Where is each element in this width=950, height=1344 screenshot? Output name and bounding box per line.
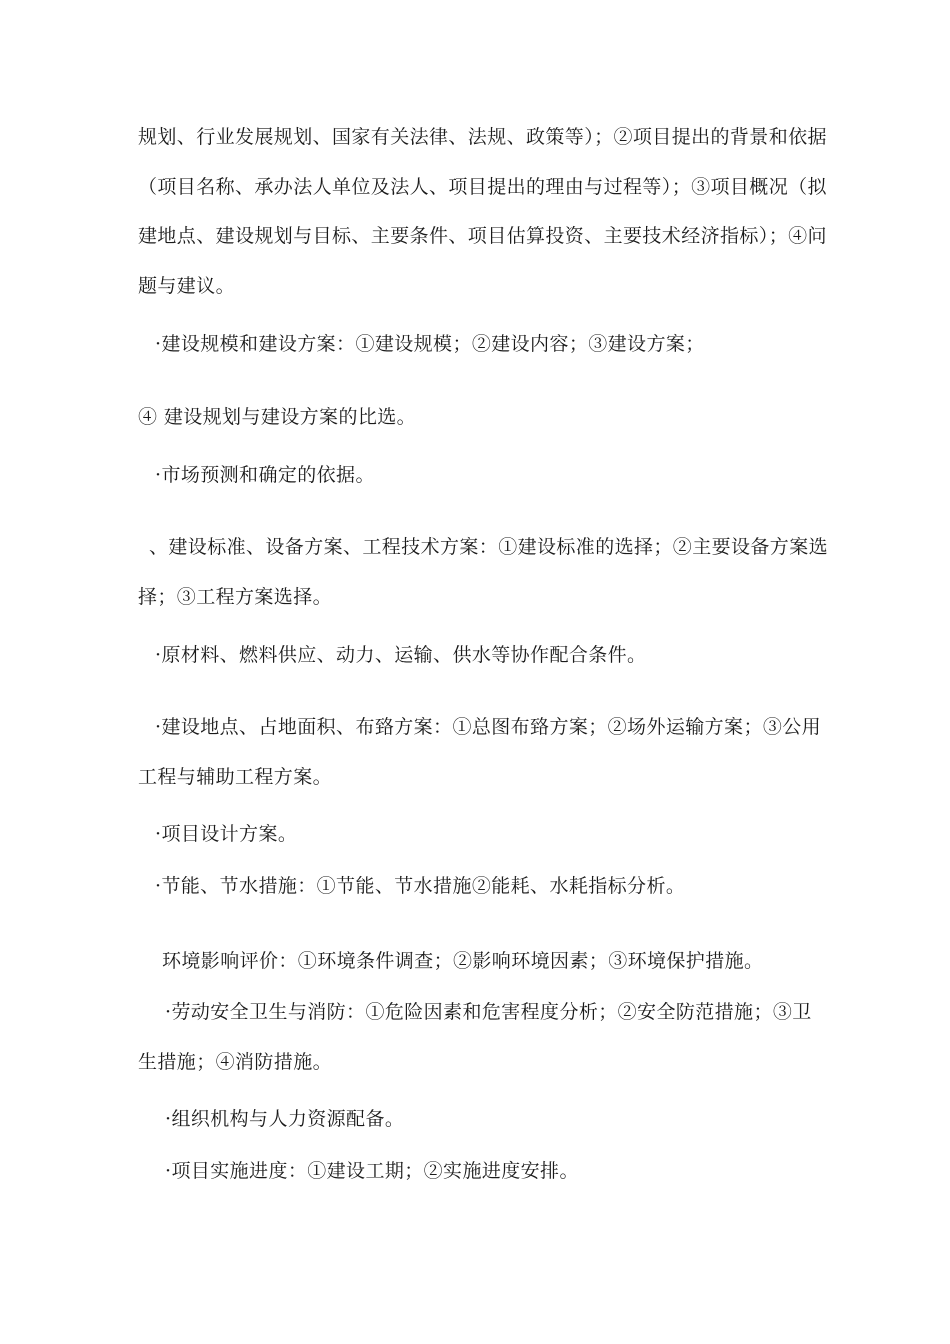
paragraph-implementation-schedule: ·项目实施进度：①建设工期；②实施进度安排。 [165, 1160, 579, 1182]
paragraph-market-forecast: ·市场预测和确定的依据。 [155, 464, 375, 486]
paragraph-energy-saving: ·节能、节水措施：①节能、节水措施②能耗、水耗指标分析。 [155, 875, 686, 897]
paragraph-environmental-impact: 环境影响评价：①环境条件调查；②影响环境因素；③环境保护措施。 [162, 950, 764, 972]
paragraph-labor-safety: ·劳动安全卫生与消防：①危险因素和危害程度分析；②安全防范措施；③卫生措施；④消防措施。 [138, 1001, 812, 1073]
paragraph-project-background: 规划、行业发展规划、国家有关法律、法规、政策等）；②项目提出的背景和依据（项目名称、承办法人单位及法人、项目提出的理由与过程等）；③项目概况（拟建地点、建设规划与目标、主要条件、项目估算投资、主要技术经济指标）；④问题与建议。 [138, 126, 827, 297]
paragraph-construction-standards: 、建设标准、设备方案、工程技术方案：①建设标准的选择；②主要设备方案选择；③工程方案选择。 [138, 536, 829, 608]
paragraph-construction-scale: ·建设规模和建设方案：①建设规模；②建设内容；③建设方案； [155, 333, 705, 355]
paragraph-site-layout: ·建设地点、占地面积、布臵方案：①总图布臵方案；②场外运输方案；③公用工程与辅助工程方案。 [138, 716, 822, 788]
paragraph-plan-comparison: ④ 建设规划与建设方案的比选。 [138, 406, 417, 428]
paragraph-organization: ·组织机构与人力资源配备。 [165, 1108, 405, 1130]
paragraph-design-plan: ·项目设计方案。 [155, 823, 298, 845]
paragraph-supply-conditions: ·原材料、燃料供应、动力、运输、供水等协作配合条件。 [155, 644, 647, 666]
